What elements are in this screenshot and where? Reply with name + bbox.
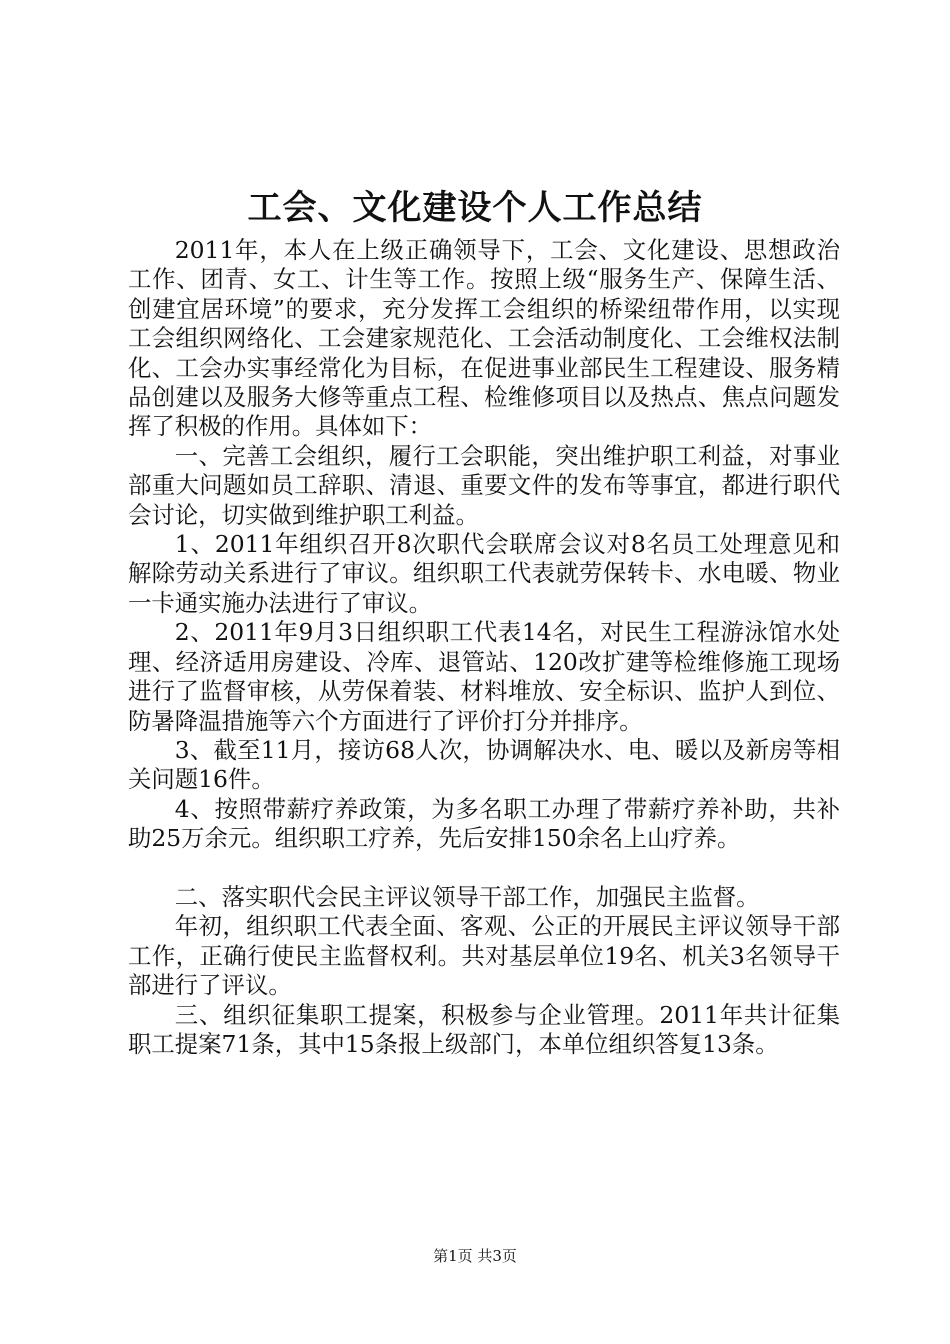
paragraph-intro: 2011年，本人在上级正确领导下，工会、文化建设、思想政治工作、团青、女工、计生等工作。按照上级“服务生产、保障生活、创建宜居环境”的要求，充分发挥工会组织的桥梁纽带作用，以实现工会组织网络化、工会建家规范化、工会活动制度化、工会维权法制化、工会办实事经常化为目标，在促进事业部民生工程建设、服务精品创建以及服务大修等重点工程、检维修项目以及热点、焦点问题发挥了积极的作用。具体如下： bbox=[128, 236, 840, 441]
paragraph-section-1: 一、完善工会组织，履行工会职能，突出维护职工利益，对事业部重大问题如员工辞职、清退、重要文件的发布等事宜，都进行职代会讨论，切实做到维护职工利益。 bbox=[128, 441, 840, 529]
document-body bbox=[128, 236, 840, 1059]
paragraph-item-2: 2、2011年9月3日组织职工代表14名，对民生工程游泳馆水处理、经济适用房建设、冷库、退管站、120改扩建等检维修施工现场进行了监督审核，从劳保着装、材料堆放、安全标识、监护人到位、防暑降温措施等六个方面进行了评价打分并排序。 bbox=[128, 618, 840, 735]
paragraph-section-2-detail: 年初，组织职工代表全面、客观、公正的开展民主评议领导干部工作，正确行使民主监督权利。共对基层单位19名、机关3名领导干部进行了评议。 bbox=[128, 912, 840, 1000]
blank-line bbox=[128, 854, 840, 883]
paragraph-item-4: 4、按照带薪疗养政策，为多名职工办理了带薪疗养补助，共补助25万余元。组织职工疗养，先后安排150余名上山疗养。 bbox=[128, 794, 840, 853]
document-title: 工会、文化建设个人工作总结 bbox=[247, 188, 703, 228]
paragraph-section-2: 二、落实职代会民主评议领导干部工作，加强民主监督。 bbox=[174, 882, 760, 911]
page-number-footer: 第1页 共3页 bbox=[433, 1247, 517, 1265]
paragraph-item-3: 3、截至11月，接访68人次，协调解决水、电、暖以及新房等相关问题16件。 bbox=[128, 735, 840, 794]
paragraph-item-1: 1、2011年组织召开8次职代会联席会议对8名员工处理意见和解除劳动关系进行了审议。组织职工代表就劳保转卡、水电暖、物业一卡通实施办法进行了审议。 bbox=[128, 530, 840, 617]
paragraph-section-3: 三、组织征集职工提案，积极参与企业管理。2011年共计征集职工提案71条，其中15条报上级部门，本单位组织答复13条。 bbox=[128, 1000, 840, 1058]
